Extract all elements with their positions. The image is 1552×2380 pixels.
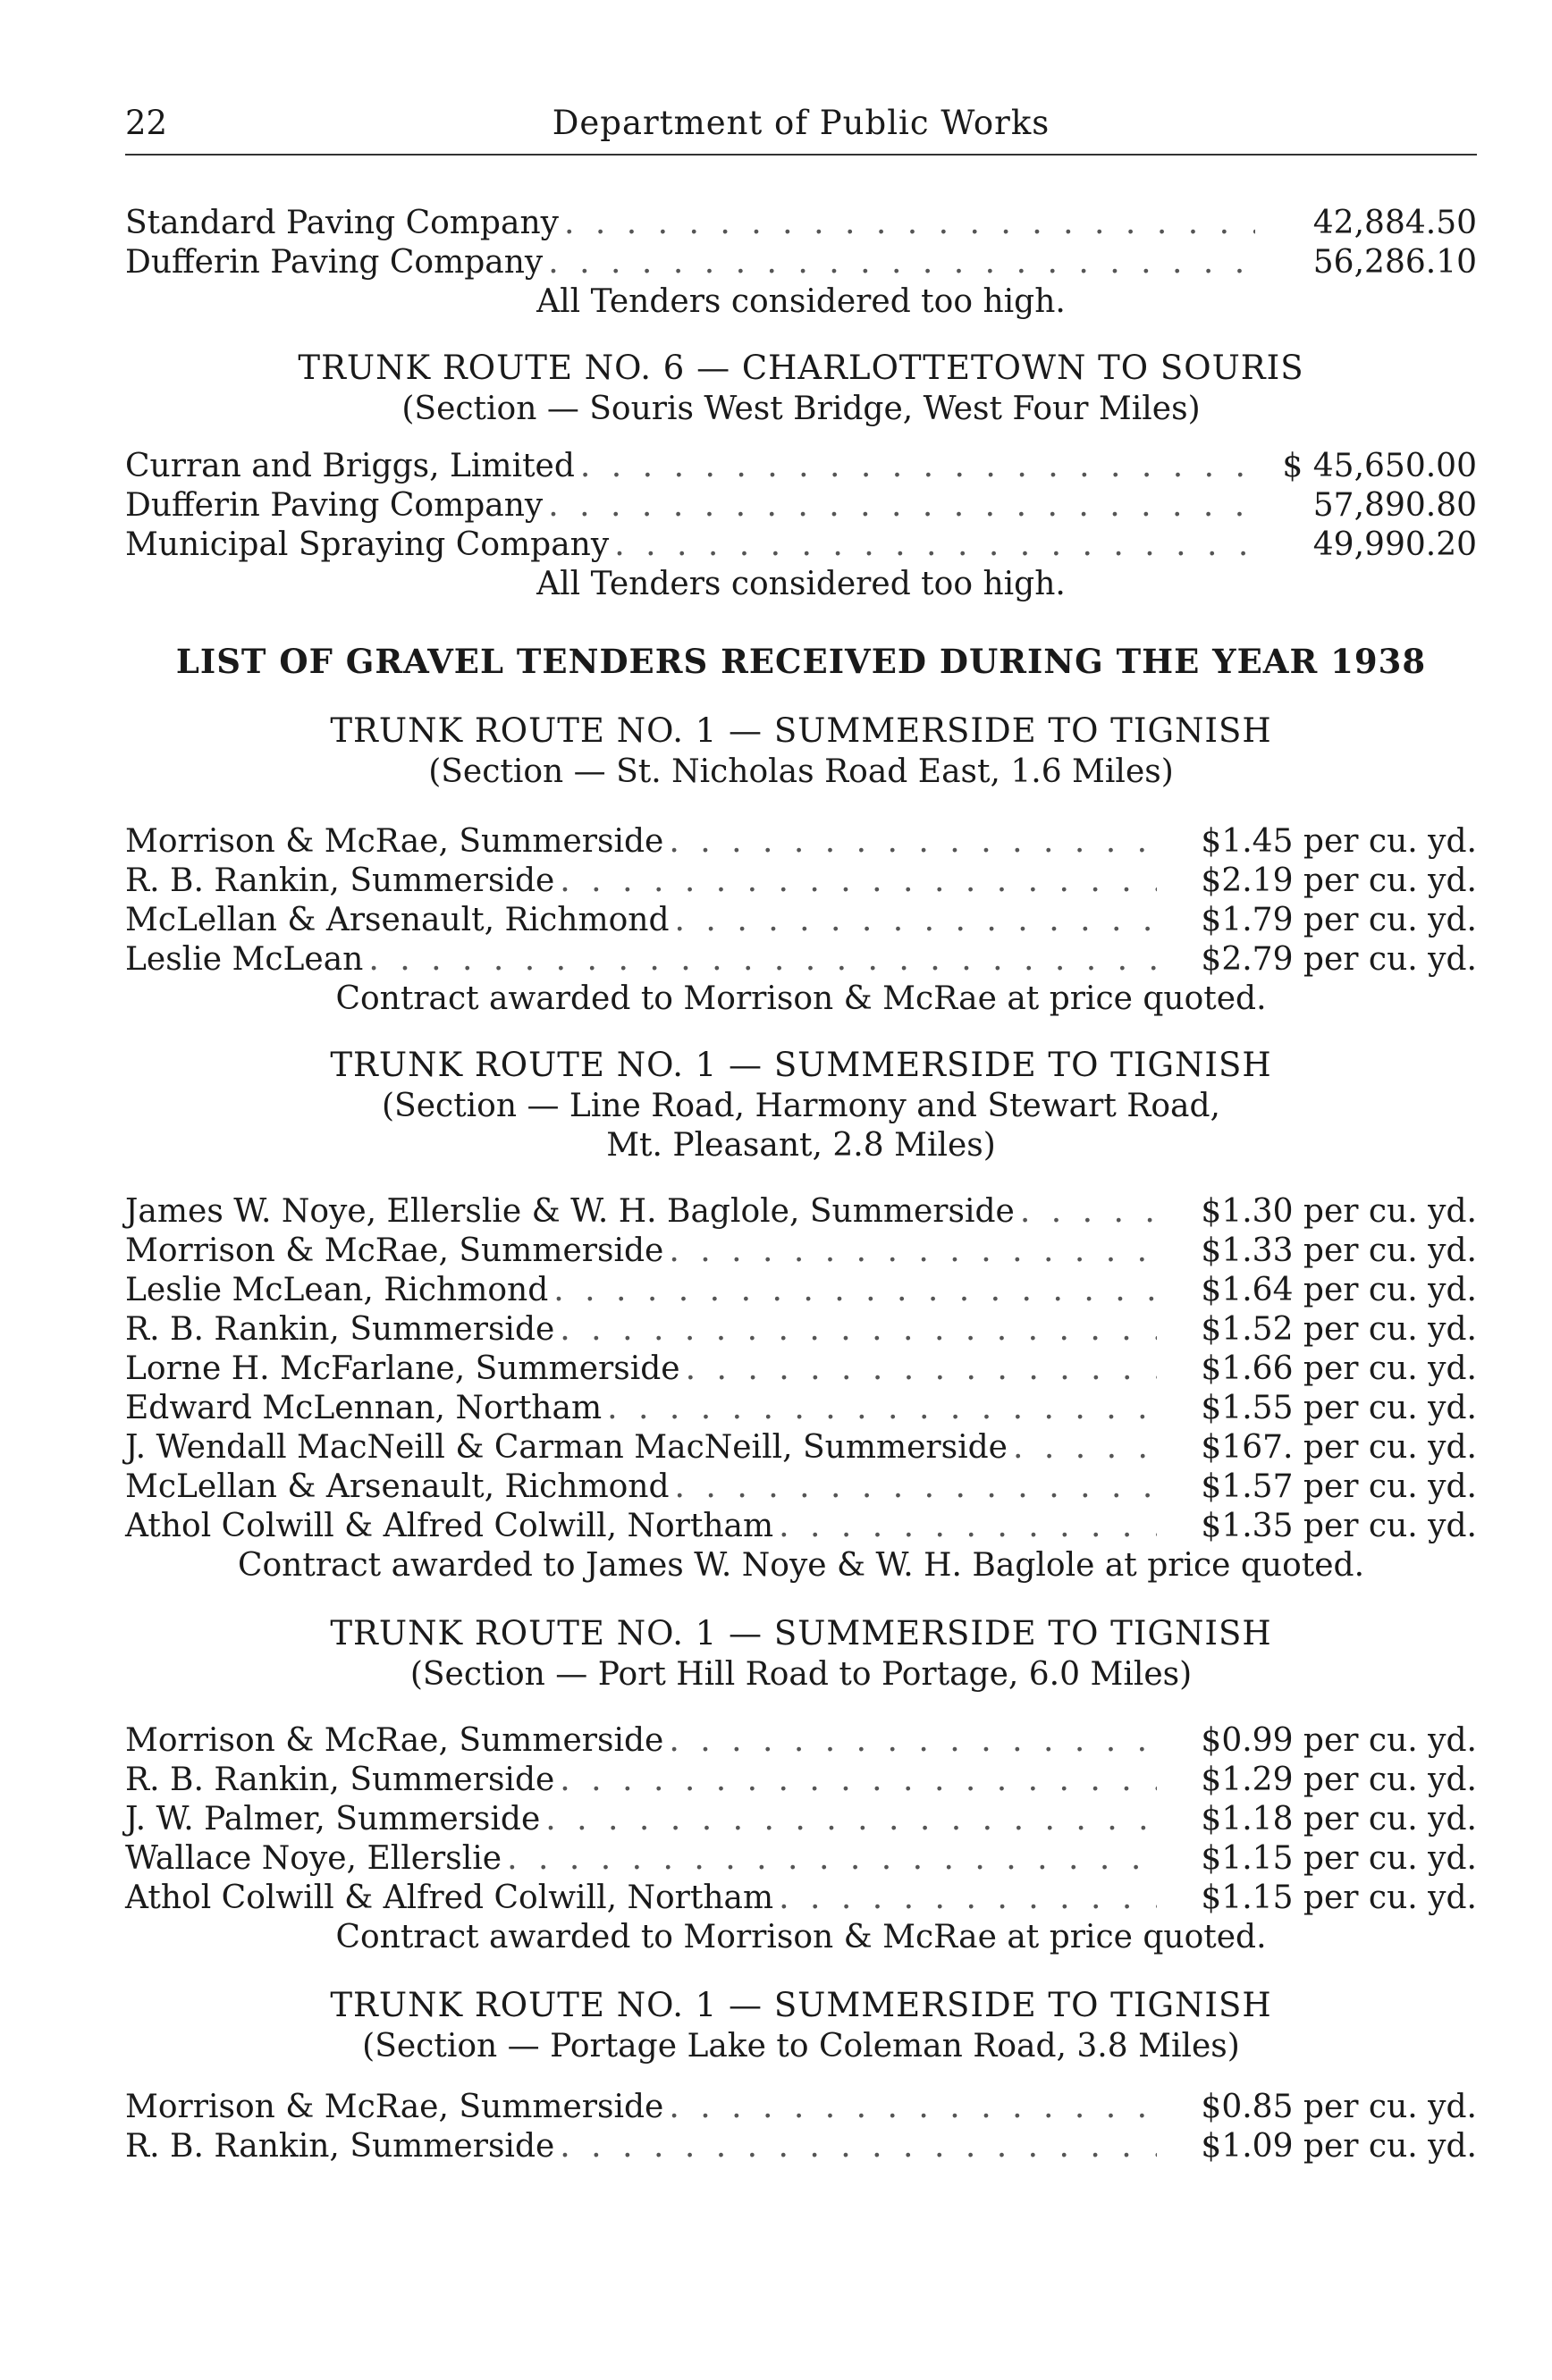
- tenderer-name: Dufferin Paving Company: [125, 244, 544, 281]
- dot-leader: [779, 1879, 1157, 1918]
- running-head: Department of Public Works: [552, 104, 1050, 142]
- route-section: (Section — Portage Lake to Coleman Road, 3.8 Miles): [362, 2028, 1240, 2065]
- tenderer-name: Athol Colwill & Alfred Colwill, Northam: [125, 1508, 774, 1544]
- tender-amount: $ 45,650.00: [1282, 448, 1477, 484]
- tender-entry: [125, 822, 1477, 862]
- dot-leader: [564, 204, 1255, 243]
- tender-price: $1.30 per cu. yd.: [1201, 1193, 1477, 1230]
- tender-amount: 42,884.50: [1312, 205, 1477, 241]
- dot-leader: [669, 1232, 1157, 1271]
- tender-price: $1.18 per cu. yd.: [1201, 1801, 1477, 1838]
- tender-price: $2.19 per cu. yd.: [1201, 862, 1477, 899]
- route-title: TRUNK ROUTE NO. 1 — SUMMERSIDE TO TIGNISH: [330, 1614, 1272, 1653]
- tender-entry: [125, 1468, 1477, 1507]
- dot-leader: [1020, 1192, 1157, 1232]
- tender-entry: [125, 1507, 1477, 1546]
- dot-leader: [675, 1468, 1157, 1507]
- header-rule: [125, 154, 1477, 156]
- dot-leader: [560, 2127, 1157, 2166]
- tender-amount: 56,286.10: [1312, 244, 1477, 281]
- dot-leader: [545, 1800, 1157, 1839]
- tenderer-name: R. B. Rankin, Summerside: [125, 1311, 555, 1348]
- tender-entry: [125, 862, 1477, 901]
- tender-entry: [125, 1271, 1477, 1310]
- tender-entry: [125, 2088, 1477, 2127]
- tenderer-name: Dufferin Paving Company: [125, 487, 544, 524]
- tenderer-name: Municipal Spraying Company: [125, 526, 610, 563]
- tender-price: $1.79 per cu. yd.: [1201, 902, 1477, 938]
- tender-entry: [125, 1800, 1477, 1839]
- route-section: (Section — Souris West Bridge, West Four Miles): [401, 391, 1201, 427]
- tender-entry: [125, 940, 1477, 980]
- tender-note: All Tenders considered too high.: [536, 283, 1066, 320]
- tender-entry: [125, 1721, 1477, 1761]
- tender-price: $1.33 per cu. yd.: [1201, 1232, 1477, 1269]
- dot-leader: [548, 486, 1255, 526]
- dot-leader: [686, 1350, 1157, 1389]
- tender-price: $1.64 per cu. yd.: [1201, 1272, 1477, 1308]
- tenderer-name: Athol Colwill & Alfred Colwill, Northam: [125, 1880, 774, 1916]
- tenderer-name: Morrison & McRae, Summerside: [125, 823, 664, 860]
- dot-leader: [607, 1389, 1157, 1428]
- tender-note: Contract awarded to James W. Noye & W. H. Baglole at price quoted.: [237, 1547, 1365, 1584]
- tender-entry: [125, 1761, 1477, 1800]
- tender-entry: [125, 1192, 1477, 1232]
- page-header: [125, 97, 1477, 159]
- dot-leader: [560, 1310, 1157, 1350]
- tender-amount: 49,990.20: [1312, 526, 1477, 563]
- tender-price: $1.35 per cu. yd.: [1201, 1508, 1477, 1544]
- tender-price: $167. per cu. yd.: [1201, 1429, 1477, 1466]
- tender-entry: [125, 1232, 1477, 1271]
- tenderer-name: Morrison & McRae, Summerside: [125, 2089, 664, 2125]
- tenderer-name: Wallace Noye, Ellerslie: [125, 1840, 502, 1877]
- tenderer-name: R. B. Rankin, Summerside: [125, 2128, 555, 2165]
- route-section: Mt. Pleasant, 2.8 Miles): [606, 1127, 996, 1164]
- tender-note: All Tenders considered too high.: [536, 566, 1066, 602]
- tender-price: $1.55 per cu. yd.: [1201, 1390, 1477, 1426]
- tender-entry: [125, 526, 1477, 565]
- page-number: 22: [125, 104, 168, 142]
- dot-leader: [779, 1507, 1157, 1546]
- tender-price: $1.66 per cu. yd.: [1201, 1350, 1477, 1387]
- tenderer-name: Standard Paving Company: [125, 205, 559, 241]
- dot-leader: [368, 940, 1157, 980]
- tender-amount: 57,890.80: [1312, 487, 1477, 524]
- tenderer-name: Edward McLennan, Northam: [125, 1390, 603, 1426]
- tender-price: $2.79 per cu. yd.: [1201, 941, 1477, 978]
- dot-leader: [669, 1721, 1157, 1761]
- route-section: (Section — St. Nicholas Road East, 1.6 Miles): [428, 753, 1174, 790]
- tender-entry: [125, 243, 1477, 282]
- tender-entry: [125, 204, 1477, 243]
- tender-note: Contract awarded to Morrison & McRae at price quoted.: [335, 1919, 1267, 1955]
- dot-leader: [669, 2088, 1157, 2127]
- tender-price: $1.57 per cu. yd.: [1201, 1468, 1477, 1505]
- tender-price: $1.52 per cu. yd.: [1201, 1311, 1477, 1348]
- tenderer-name: McLellan & Arsenault, Richmond: [125, 1468, 670, 1505]
- route-title: TRUNK ROUTE NO. 6 — CHARLOTTETOWN TO SOURIS: [298, 349, 1304, 387]
- tender-entry: [125, 1389, 1477, 1428]
- tenderer-name: Leslie McLean, Richmond: [125, 1272, 549, 1308]
- tender-price: $1.15 per cu. yd.: [1201, 1840, 1477, 1877]
- tenderer-name: R. B. Rankin, Summerside: [125, 1762, 555, 1798]
- dot-leader: [669, 822, 1157, 862]
- tender-entry: [125, 1310, 1477, 1350]
- dot-leader: [553, 1271, 1157, 1310]
- dot-leader: [560, 1761, 1157, 1800]
- tender-price: $1.29 per cu. yd.: [1201, 1762, 1477, 1798]
- tender-entry: [125, 1839, 1477, 1879]
- tender-price: $0.99 per cu. yd.: [1201, 1722, 1477, 1759]
- tender-price: $1.09 per cu. yd.: [1201, 2128, 1477, 2165]
- dot-leader: [580, 447, 1255, 486]
- tender-entry: [125, 447, 1477, 486]
- tender-entry: [125, 2127, 1477, 2166]
- tenderer-name: Lorne H. McFarlane, Summerside: [125, 1350, 680, 1387]
- tenderer-name: James W. Noye, Ellerslie & W. H. Baglole, Summerside: [125, 1193, 1015, 1230]
- dot-leader: [560, 862, 1157, 901]
- tenderer-name: R. B. Rankin, Summerside: [125, 862, 555, 899]
- tender-price: $1.45 per cu. yd.: [1201, 823, 1477, 860]
- tender-note: Contract awarded to Morrison & McRae at price quoted.: [335, 980, 1267, 1017]
- dot-leader: [548, 243, 1255, 282]
- tenderer-name: Morrison & McRae, Summerside: [125, 1722, 664, 1759]
- tenderer-name: McLellan & Arsenault, Richmond: [125, 902, 670, 938]
- dot-leader: [507, 1839, 1157, 1879]
- tender-entry: [125, 901, 1477, 940]
- route-section: (Section — Line Road, Harmony and Stewart Road,: [382, 1088, 1220, 1124]
- route-section: (Section — Port Hill Road to Portage, 6.0 Miles): [409, 1656, 1193, 1693]
- tenderer-name: Morrison & McRae, Summerside: [125, 1232, 664, 1269]
- tenderer-name: J. W. Palmer, Summerside: [125, 1801, 541, 1838]
- tender-entry: [125, 1350, 1477, 1389]
- tenderer-name: J. Wendall MacNeill & Carman MacNeill, Summerside: [125, 1429, 1008, 1466]
- tender-entry: [125, 486, 1477, 526]
- dot-leader: [1013, 1428, 1157, 1468]
- route-title: TRUNK ROUTE NO. 1 — SUMMERSIDE TO TIGNISH: [330, 1986, 1272, 2024]
- tender-price: $0.85 per cu. yd.: [1201, 2089, 1477, 2125]
- main-heading: LIST OF GRAVEL TENDERS RECEIVED DURING THE YEAR 1938: [175, 642, 1427, 681]
- dot-leader: [675, 901, 1157, 940]
- route-title: TRUNK ROUTE NO. 1 — SUMMERSIDE TO TIGNISH: [330, 1046, 1272, 1084]
- tenderer-name: Leslie McLean: [125, 941, 364, 978]
- route-title: TRUNK ROUTE NO. 1 — SUMMERSIDE TO TIGNISH: [330, 711, 1272, 750]
- tender-entry: [125, 1879, 1477, 1918]
- dot-leader: [614, 526, 1255, 565]
- tender-entry: [125, 1428, 1477, 1468]
- tender-price: $1.15 per cu. yd.: [1201, 1880, 1477, 1916]
- tenderer-name: Curran and Briggs, Limited: [125, 448, 575, 484]
